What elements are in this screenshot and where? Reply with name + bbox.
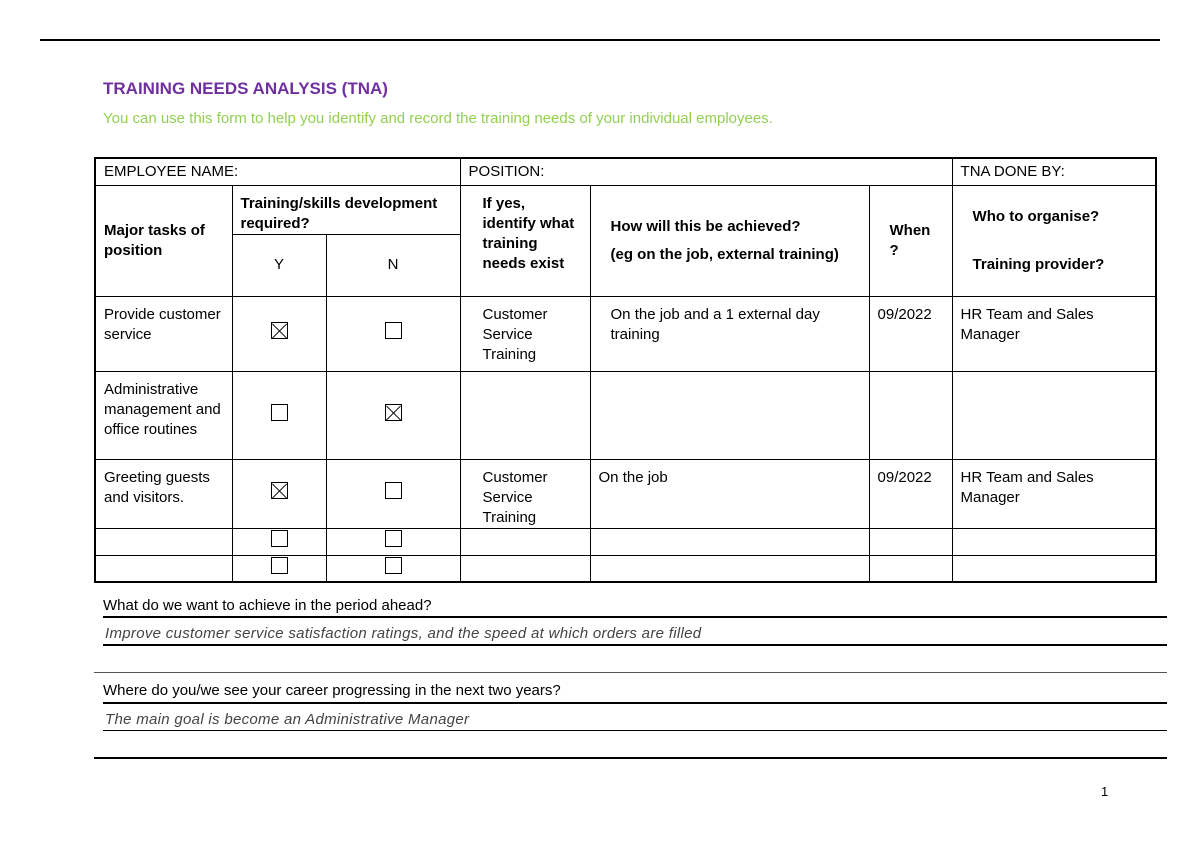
rule: [94, 672, 1167, 673]
checkbox-y[interactable]: [271, 530, 288, 547]
training-cell[interactable]: [460, 528, 590, 555]
checked-checkbox-n[interactable]: [385, 404, 402, 421]
table-row: [95, 296, 1156, 371]
how-cell[interactable]: [590, 528, 869, 555]
page-title: TRAINING NEEDS ANALYSIS (TNA): [103, 79, 388, 98]
when-cell[interactable]: [869, 371, 952, 459]
page-number: 1: [1101, 784, 1109, 799]
col-who: [952, 185, 1156, 296]
provider-label: Training provider?: [972, 255, 1105, 273]
checkbox-cell-n: [326, 371, 460, 459]
answer-2[interactable]: The main goal is become an Administrative Manager: [105, 711, 470, 728]
how-cell[interactable]: [590, 555, 869, 582]
task-cell[interactable]: Administrative management and office routines: [95, 371, 232, 459]
task-cell[interactable]: [95, 555, 232, 582]
checkbox-n[interactable]: [385, 557, 402, 574]
task-cell[interactable]: Greeting guests and visitors.: [95, 459, 232, 528]
training-cell[interactable]: [460, 555, 590, 582]
checked-checkbox-y[interactable]: [271, 322, 288, 339]
training-cell[interactable]: Customer Service Training: [460, 459, 590, 528]
table-row: [95, 371, 1156, 459]
checkbox-cell-y: [232, 459, 326, 528]
checked-checkbox-y[interactable]: [271, 482, 288, 499]
checkbox-n[interactable]: [385, 530, 402, 547]
who-cell[interactable]: [952, 528, 1156, 555]
col-major-tasks: Major tasks of position: [95, 185, 232, 296]
who-cell[interactable]: HR Team and Sales Manager: [952, 459, 1156, 528]
employee-name-label: EMPLOYEE NAME:: [95, 158, 460, 185]
question-1: What do we want to achieve in the period ahead?: [103, 597, 432, 614]
when-cell[interactable]: [869, 528, 952, 555]
when-cell[interactable]: 09/2022: [869, 459, 952, 528]
training-cell[interactable]: [460, 371, 590, 459]
rule: [103, 644, 1167, 646]
question-2: Where do you/we see your career progressing in the next two years?: [103, 682, 561, 699]
checkbox-cell-y: [232, 296, 326, 371]
page-subtitle: You can use this form to help you identify and record the training needs of your individual employees.: [103, 110, 773, 127]
col-when: When ?: [869, 185, 952, 296]
when-cell[interactable]: [869, 555, 952, 582]
tna-done-by-label: TNA DONE BY:: [952, 158, 1156, 185]
how-cell[interactable]: On the job and a 1 external day training: [590, 296, 869, 371]
col-identify: If yes, identify what training needs exist: [460, 185, 590, 296]
checkbox-cell-n: [326, 459, 460, 528]
how-eg-label: (eg on the job, external training): [610, 245, 839, 263]
who-cell[interactable]: [952, 555, 1156, 582]
checkbox-cell-y: [232, 528, 326, 555]
rule: [103, 702, 1167, 704]
task-cell[interactable]: [95, 528, 232, 555]
position-label: POSITION:: [460, 158, 952, 185]
checkbox-cell-n: [326, 528, 460, 555]
col-n: N: [326, 234, 460, 296]
checkbox-y[interactable]: [271, 404, 288, 421]
table-row: [95, 555, 1156, 582]
checkbox-cell-y: [232, 371, 326, 459]
when-cell[interactable]: 09/2022: [869, 296, 952, 371]
rule: [94, 757, 1167, 759]
col-training-required: Training/skills development required?: [232, 185, 460, 234]
tna-table: [94, 157, 1157, 583]
answer-1[interactable]: Improve customer service satisfaction ratings, and the speed at which orders are filled: [105, 625, 702, 642]
checkbox-n[interactable]: [385, 322, 402, 339]
who-cell[interactable]: HR Team and Sales Manager: [952, 296, 1156, 371]
checkbox-y[interactable]: [271, 557, 288, 574]
how-cell[interactable]: [590, 371, 869, 459]
checkbox-n[interactable]: [385, 482, 402, 499]
top-rule: [40, 39, 1160, 41]
how-label: How will this be achieved?: [610, 217, 801, 235]
rule: [103, 730, 1167, 731]
task-cell[interactable]: Provide customer service: [95, 296, 232, 371]
rule: [103, 616, 1167, 618]
table-row: [95, 459, 1156, 528]
col-y: Y: [232, 234, 326, 296]
table-row: [95, 528, 1156, 555]
checkbox-cell-y: [232, 555, 326, 582]
who-label: Who to organise?: [972, 207, 1100, 225]
col-how: [590, 185, 869, 296]
who-cell[interactable]: [952, 371, 1156, 459]
training-cell[interactable]: Customer Service Training: [460, 296, 590, 371]
checkbox-cell-n: [326, 555, 460, 582]
checkbox-cell-n: [326, 296, 460, 371]
how-cell[interactable]: On the job: [590, 459, 869, 528]
